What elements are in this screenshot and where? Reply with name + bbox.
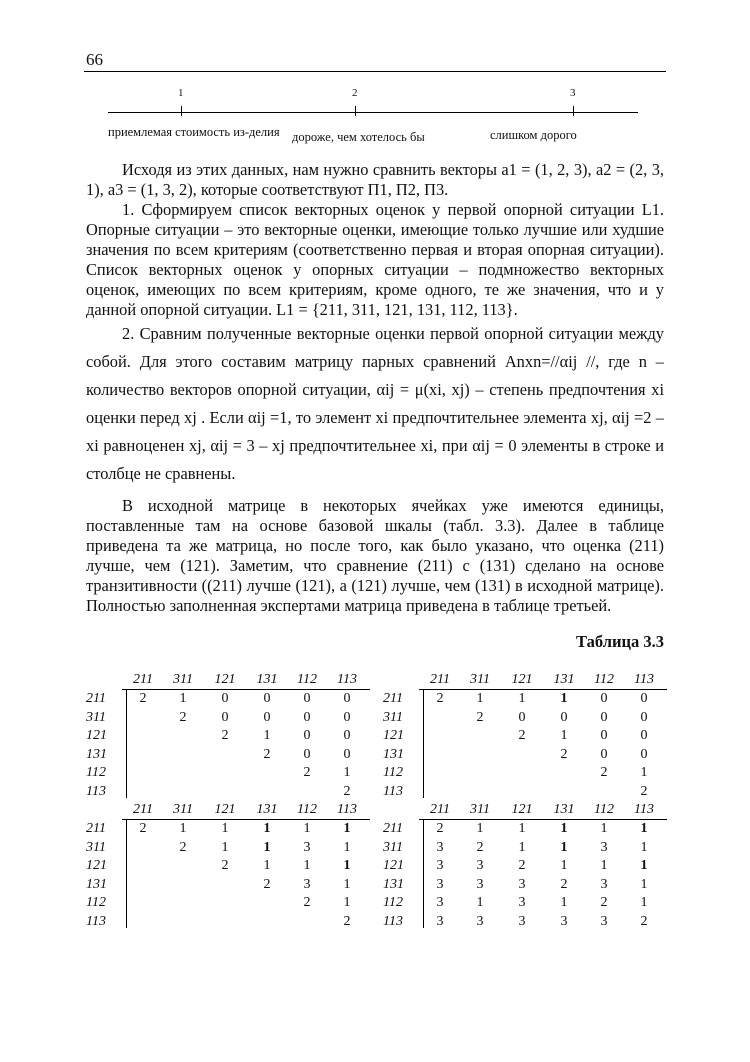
- matrix-cell: 0: [263, 691, 271, 706]
- matrix-cell: 2: [343, 913, 351, 929]
- matrix-row-header: 211: [383, 691, 403, 706]
- matrix-cell: 0: [600, 728, 608, 743]
- matrix-cell: 1: [179, 821, 187, 836]
- matrix-column-header: 121: [214, 802, 236, 817]
- matrix-cell: 0: [343, 709, 351, 725]
- matrix-cell: 3: [560, 913, 568, 929]
- matrix-cell: 2: [518, 858, 526, 873]
- matrix-cell: 1: [560, 691, 568, 706]
- matrix-row-header: 121: [86, 858, 107, 873]
- matrix-column-header: 121: [511, 672, 533, 687]
- matrix-cell: 3: [436, 839, 444, 855]
- matrix-cell: 3: [303, 839, 311, 855]
- matrix-row-header: 311: [383, 709, 403, 725]
- matrix-cell: 2: [263, 876, 271, 892]
- matrix-cell: 1: [263, 728, 271, 743]
- matrix-cell: 0: [600, 709, 608, 725]
- matrix-cell: 2: [263, 746, 271, 762]
- matrix-cell: 1: [303, 858, 311, 873]
- matrix-column-header: 131: [256, 672, 278, 687]
- matrix-row-header: 211: [86, 691, 106, 706]
- matrix-cell: 2: [518, 728, 526, 743]
- matrix-cell: 0: [303, 691, 311, 706]
- matrix-cell: 1: [560, 895, 568, 910]
- main-text: [86, 160, 664, 616]
- matrix-cell: 2: [560, 876, 568, 892]
- matrix-intermediate: [86, 802, 366, 932]
- matrix-column-header: 131: [553, 672, 575, 687]
- matrix-cell: 2: [560, 746, 568, 762]
- matrix-cell: 1: [640, 821, 648, 836]
- matrix-cell: 3: [518, 913, 526, 929]
- matrix-cell: 2: [476, 839, 484, 855]
- matrix-column-header: 121: [214, 672, 236, 687]
- matrix-column-header: 112: [594, 672, 614, 687]
- matrix-column-header: 131: [553, 802, 575, 817]
- matrix-cell: 2: [139, 821, 147, 836]
- matrix-row-header: 112: [86, 765, 106, 780]
- matrix-cell: 0: [640, 728, 648, 743]
- matrix-cell: 1: [560, 728, 568, 743]
- scale-tick-label-2: 2: [352, 87, 358, 99]
- matrix-cell: 3: [476, 913, 484, 929]
- matrix-column-header: 311: [470, 802, 490, 817]
- matrix-cell: 1: [640, 858, 648, 873]
- matrix-row-header: 211: [383, 821, 403, 836]
- matrix-cell: 2: [139, 691, 147, 706]
- matrix-cell: 0: [303, 746, 311, 762]
- matrix-column-header: 311: [173, 802, 193, 817]
- scale-label-too-expensive: слишком дорого: [490, 128, 577, 142]
- matrix-cell: 0: [640, 691, 648, 706]
- matrix-column-header: 113: [337, 802, 357, 817]
- table-caption: Таблица 3.3: [576, 632, 664, 651]
- matrix-cell: 2: [303, 895, 311, 910]
- matrix-column-header: 112: [594, 802, 614, 817]
- matrix-cell: 1: [640, 895, 648, 910]
- matrix-cell: 1: [221, 821, 229, 836]
- matrix-column-header: 113: [634, 672, 654, 687]
- matrix-row-header: 112: [383, 765, 403, 780]
- matrix-cell: 0: [600, 691, 608, 706]
- scale-axis: [108, 112, 638, 113]
- matrix-cell: 1: [263, 858, 271, 873]
- matrix-row-header: 131: [383, 746, 404, 762]
- matrix-cell: 3: [518, 895, 526, 910]
- matrix-row-header: 121: [383, 858, 404, 873]
- matrix-cell: 0: [221, 709, 229, 725]
- matrix-cell: 3: [436, 895, 444, 910]
- paragraph-step2: 2. Сравним полученные векторные оценки первой опорной ситуации между собой. Для этого составим матрицу парных сравнений Anxn=//αij //, где n – количество векторов опорной ситуации, αij = μ(xi, xj) – степень предпочтения xi оценки перед xj . Если αij =1, то элемент xi предпочтительнее элемента xj, αij =2 – xi равноценен xj, αij = 3 – xj предпочтительнее xi, при αij = 0 элементы в строке и столбце не сравнены.: [86, 324, 664, 483]
- matrix-cell: 1: [600, 858, 608, 873]
- matrix-cell: 3: [600, 839, 608, 855]
- matrix-cell: 1: [343, 821, 351, 836]
- matrix-cell: 3: [600, 876, 608, 892]
- matrix-cell: 0: [303, 728, 311, 743]
- matrix-cell: 3: [436, 858, 444, 873]
- matrix-cell: 1: [476, 821, 484, 836]
- matrix-column-header: 121: [511, 802, 533, 817]
- matrix-row-header: 311: [86, 709, 106, 725]
- matrix-cell: 2: [476, 709, 484, 725]
- matrix-cell: 1: [303, 821, 311, 836]
- matrix-cell: 3: [436, 913, 444, 929]
- matrix-column-header: 112: [297, 802, 317, 817]
- matrix-row-header: 131: [86, 876, 107, 892]
- matrix-initial: [86, 672, 366, 802]
- matrix-row-header: 211: [86, 821, 106, 836]
- matrix-cell: 2: [303, 765, 311, 780]
- matrix-cell: 3: [303, 876, 311, 892]
- matrix-row-header: 113: [383, 783, 403, 799]
- scale-tick-3: [573, 106, 574, 116]
- matrix-cell: 1: [518, 839, 526, 855]
- matrix-cell: 1: [343, 858, 351, 873]
- matrix-cell: 1: [640, 876, 648, 892]
- matrix-column-header: 131: [256, 802, 278, 817]
- matrix-cell: 2: [179, 709, 187, 725]
- matrix-row-header: 112: [383, 895, 403, 910]
- matrix-cell: 0: [263, 709, 271, 725]
- matrix-row-header: 113: [86, 783, 106, 799]
- matrix-column-header: 113: [337, 672, 357, 687]
- matrix-column-header: 311: [470, 672, 490, 687]
- matrix-column-header: 311: [173, 672, 193, 687]
- matrix-row-header: 112: [86, 895, 106, 910]
- scale-tick-label-3: 3: [570, 87, 576, 99]
- matrix-cell: 0: [343, 691, 351, 706]
- matrix-cell: 2: [640, 783, 648, 799]
- matrix-cell: 1: [221, 839, 229, 855]
- paragraph-vectors: Исходя из этих данных, нам нужно сравнить векторы a1 = (1, 2, 3), a2 = (2, 3, 1), a3 = (1, 3, 2), которые соответствуют П1, П2, П3.: [86, 160, 664, 199]
- page-number: 66: [86, 50, 103, 69]
- matrix-cell: 1: [263, 821, 271, 836]
- matrix-cell: 0: [343, 746, 351, 762]
- matrix-cell: 1: [343, 876, 351, 892]
- matrix-cell: 2: [221, 858, 229, 873]
- matrix-cell: 2: [343, 783, 351, 799]
- scale-label-pricier: дороже, чем хотелось бы: [292, 130, 425, 144]
- matrix-complete: [383, 802, 663, 932]
- scale-tick-label-1: 1: [178, 87, 184, 99]
- matrix-cell: 2: [436, 691, 444, 706]
- matrix-cell: 0: [303, 709, 311, 725]
- matrix-row-header: 131: [86, 746, 107, 762]
- matrix-cell: 2: [600, 895, 608, 910]
- matrix-row-header: 131: [383, 876, 404, 892]
- matrix-column-header: 211: [430, 802, 450, 817]
- matrix-cell: 1: [476, 895, 484, 910]
- matrix-cell: 0: [600, 746, 608, 762]
- matrix-cell: 1: [640, 765, 648, 780]
- matrix-row-header: 113: [86, 913, 106, 929]
- matrix-cell: 0: [518, 709, 526, 725]
- matrix-row-header: 121: [383, 728, 404, 743]
- matrix-cell: 1: [179, 691, 187, 706]
- matrix-cell: 3: [518, 876, 526, 892]
- matrix-cell: 0: [343, 728, 351, 743]
- scale-tick-1: [181, 106, 182, 116]
- matrix-cell: 2: [600, 765, 608, 780]
- matrix-cell: 1: [476, 691, 484, 706]
- matrix-cell: 1: [263, 839, 271, 855]
- matrix-row-header: 113: [383, 913, 403, 929]
- matrix-top-rule: [122, 689, 370, 690]
- matrix-cell: 1: [518, 691, 526, 706]
- matrix-cell: 0: [560, 709, 568, 725]
- matrix-top-rule: [419, 819, 667, 820]
- header-rule: [84, 71, 666, 72]
- matrix-cell: 1: [560, 858, 568, 873]
- matrix-cell: 2: [221, 728, 229, 743]
- matrix-cell: 0: [640, 746, 648, 762]
- matrix-cell: 1: [343, 895, 351, 910]
- paragraph-matrix-intro: В исходной матрице в некоторых ячейках уже имеются единицы, поставленные там на основе базовой шкалы (табл. 3.3). Далее в таблице приведена та же матрица, но после того, как было указано, что оценка (211) лучше, чем (121). Заметим, что сравнение (211) с (131) сделано на основе транзитивности ((211) лучше (121), а (121) лучше, чем (131) в исходной матрице). Полностью заполненная экспертами матрица приведена в таблице третьей.: [86, 496, 664, 615]
- matrix-cell: 1: [518, 821, 526, 836]
- scale-label-acceptable: приемлемая стоимость из-делия: [108, 125, 280, 139]
- matrix-cell: 3: [600, 913, 608, 929]
- matrix-row-header: 121: [86, 728, 107, 743]
- matrix-row-header: 311: [86, 839, 106, 855]
- matrix-cell: 1: [560, 839, 568, 855]
- matrix-cell: 0: [221, 691, 229, 706]
- matrix-cell: 1: [343, 839, 351, 855]
- matrix-cell: 1: [343, 765, 351, 780]
- matrix-column-header: 112: [297, 672, 317, 687]
- paragraph-step1: 1. Сформируем список векторных оценок у первой опорной ситуации L1. Опорные ситуации – это векторные оценки, имеющие только лучшие или худшие значения по всем критериям (соответственно первая и вторая опорная ситуации). Список векторных оценок у опорных ситуации – подмножество векторных оценок, имеющих по всем критериям, кроме одного, те же значения, что и у данной опорной ситуации. L1 = {211, 311, 121, 131, 112, 113}.: [86, 200, 664, 319]
- matrix-after-comparison: [383, 672, 663, 802]
- matrix-cell: 3: [476, 858, 484, 873]
- matrix-top-rule: [419, 689, 667, 690]
- matrix-cell: 3: [476, 876, 484, 892]
- matrix-cell: 3: [436, 876, 444, 892]
- scale-tick-2: [355, 106, 356, 116]
- matrix-row-header: 311: [383, 839, 403, 855]
- matrix-top-rule: [122, 819, 370, 820]
- matrix-cell: 0: [640, 709, 648, 725]
- matrix-column-header: 211: [430, 672, 450, 687]
- matrix-cell: 1: [640, 839, 648, 855]
- matrix-column-header: 211: [133, 802, 153, 817]
- matrix-column-header: 211: [133, 672, 153, 687]
- matrix-cell: 2: [179, 839, 187, 855]
- matrix-cell: 2: [640, 913, 648, 929]
- matrix-cell: 1: [600, 821, 608, 836]
- matrix-column-header: 113: [634, 802, 654, 817]
- matrix-cell: 1: [560, 821, 568, 836]
- matrix-cell: 2: [436, 821, 444, 836]
